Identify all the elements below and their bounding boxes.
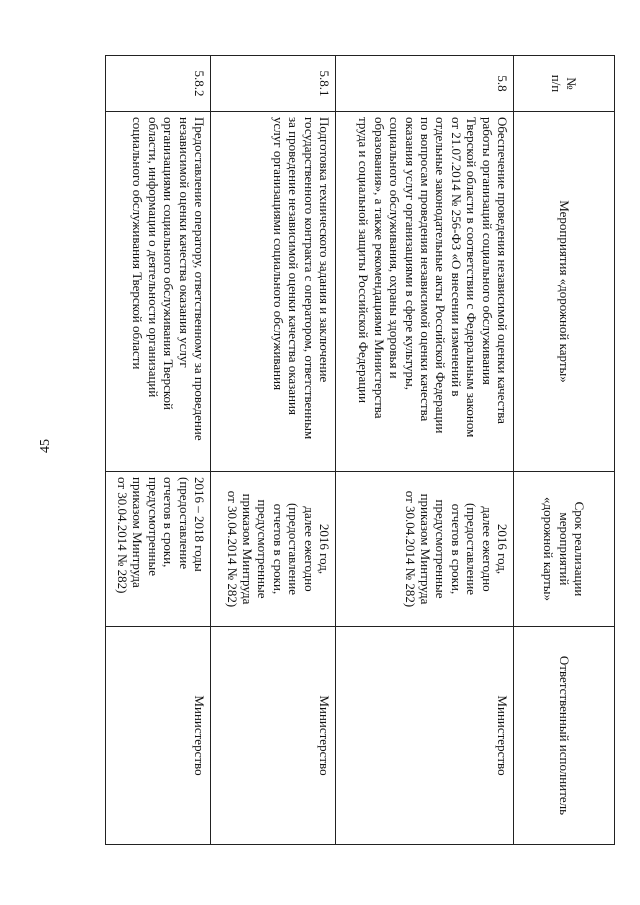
row-term: 2016 год, далее ежегодно (предоставление отчетов в сроки, предусмотренные приказом Минтруда от 30.04.2014 № 282)	[336, 471, 513, 626]
row-event: Подготовка технического задания и заключение государственного контракта с оператором, ответственным за проведение независимой оценки качества оказания услуг организациями социального обслуживания	[211, 111, 335, 471]
row-event: Обеспечение проведения независимой оценки качества работы организаций социального обслуживания Тверской области в соответствии с Федеральным законом от 21.07.2014 № 256-ФЗ «О внесении изменений в отдельные законодательные акты Российской Федерации по вопросам проведения независимой оценки качества оказания услуг организациями в сфере культуры, социального обслуживания, охраны здоровья и образования», а также рекомендациями Министерства труда и социальной защиты Российской Федерации	[336, 111, 513, 471]
row-number: 5.8	[495, 75, 510, 92]
table-row	[211, 56, 336, 844]
row-executor: Министерство	[106, 626, 210, 844]
page-number: 45	[38, 439, 53, 453]
row-number: 5.8.2	[192, 70, 207, 97]
table-row	[336, 56, 514, 844]
header-event: Мероприятия «дорожной карты»	[514, 111, 614, 471]
roadmap-table	[105, 55, 615, 845]
row-term: 2016 – 2018 годы (предоставление отчетов в сроки, предусмотренные приказом Минтруда от 30.04.2014 № 282)	[106, 471, 210, 626]
row-event: Предоставление оператору, ответственному за проведение независимой оценки качества оказания услуг организациями социального обслуживания Тверской области, информации о деятельности организаций социального обслуживания Тверской области	[106, 111, 210, 471]
header-term: Срок реализации мероприятий «дорожной карты»	[514, 471, 614, 626]
row-executor: Министерство	[211, 626, 335, 844]
header-executor: Ответственный исполнитель	[514, 626, 614, 844]
table-row	[106, 56, 211, 844]
header-number: № п/п	[549, 74, 580, 93]
row-executor: Министерство	[336, 626, 513, 844]
row-number: 5.8.1	[317, 70, 332, 97]
row-term: 2016 год, далее ежегодно (предоставление отчетов в сроки, предусмотренные приказом Минтруда от 30.04.2014 № 282)	[211, 471, 335, 626]
table-header-row	[514, 56, 614, 844]
